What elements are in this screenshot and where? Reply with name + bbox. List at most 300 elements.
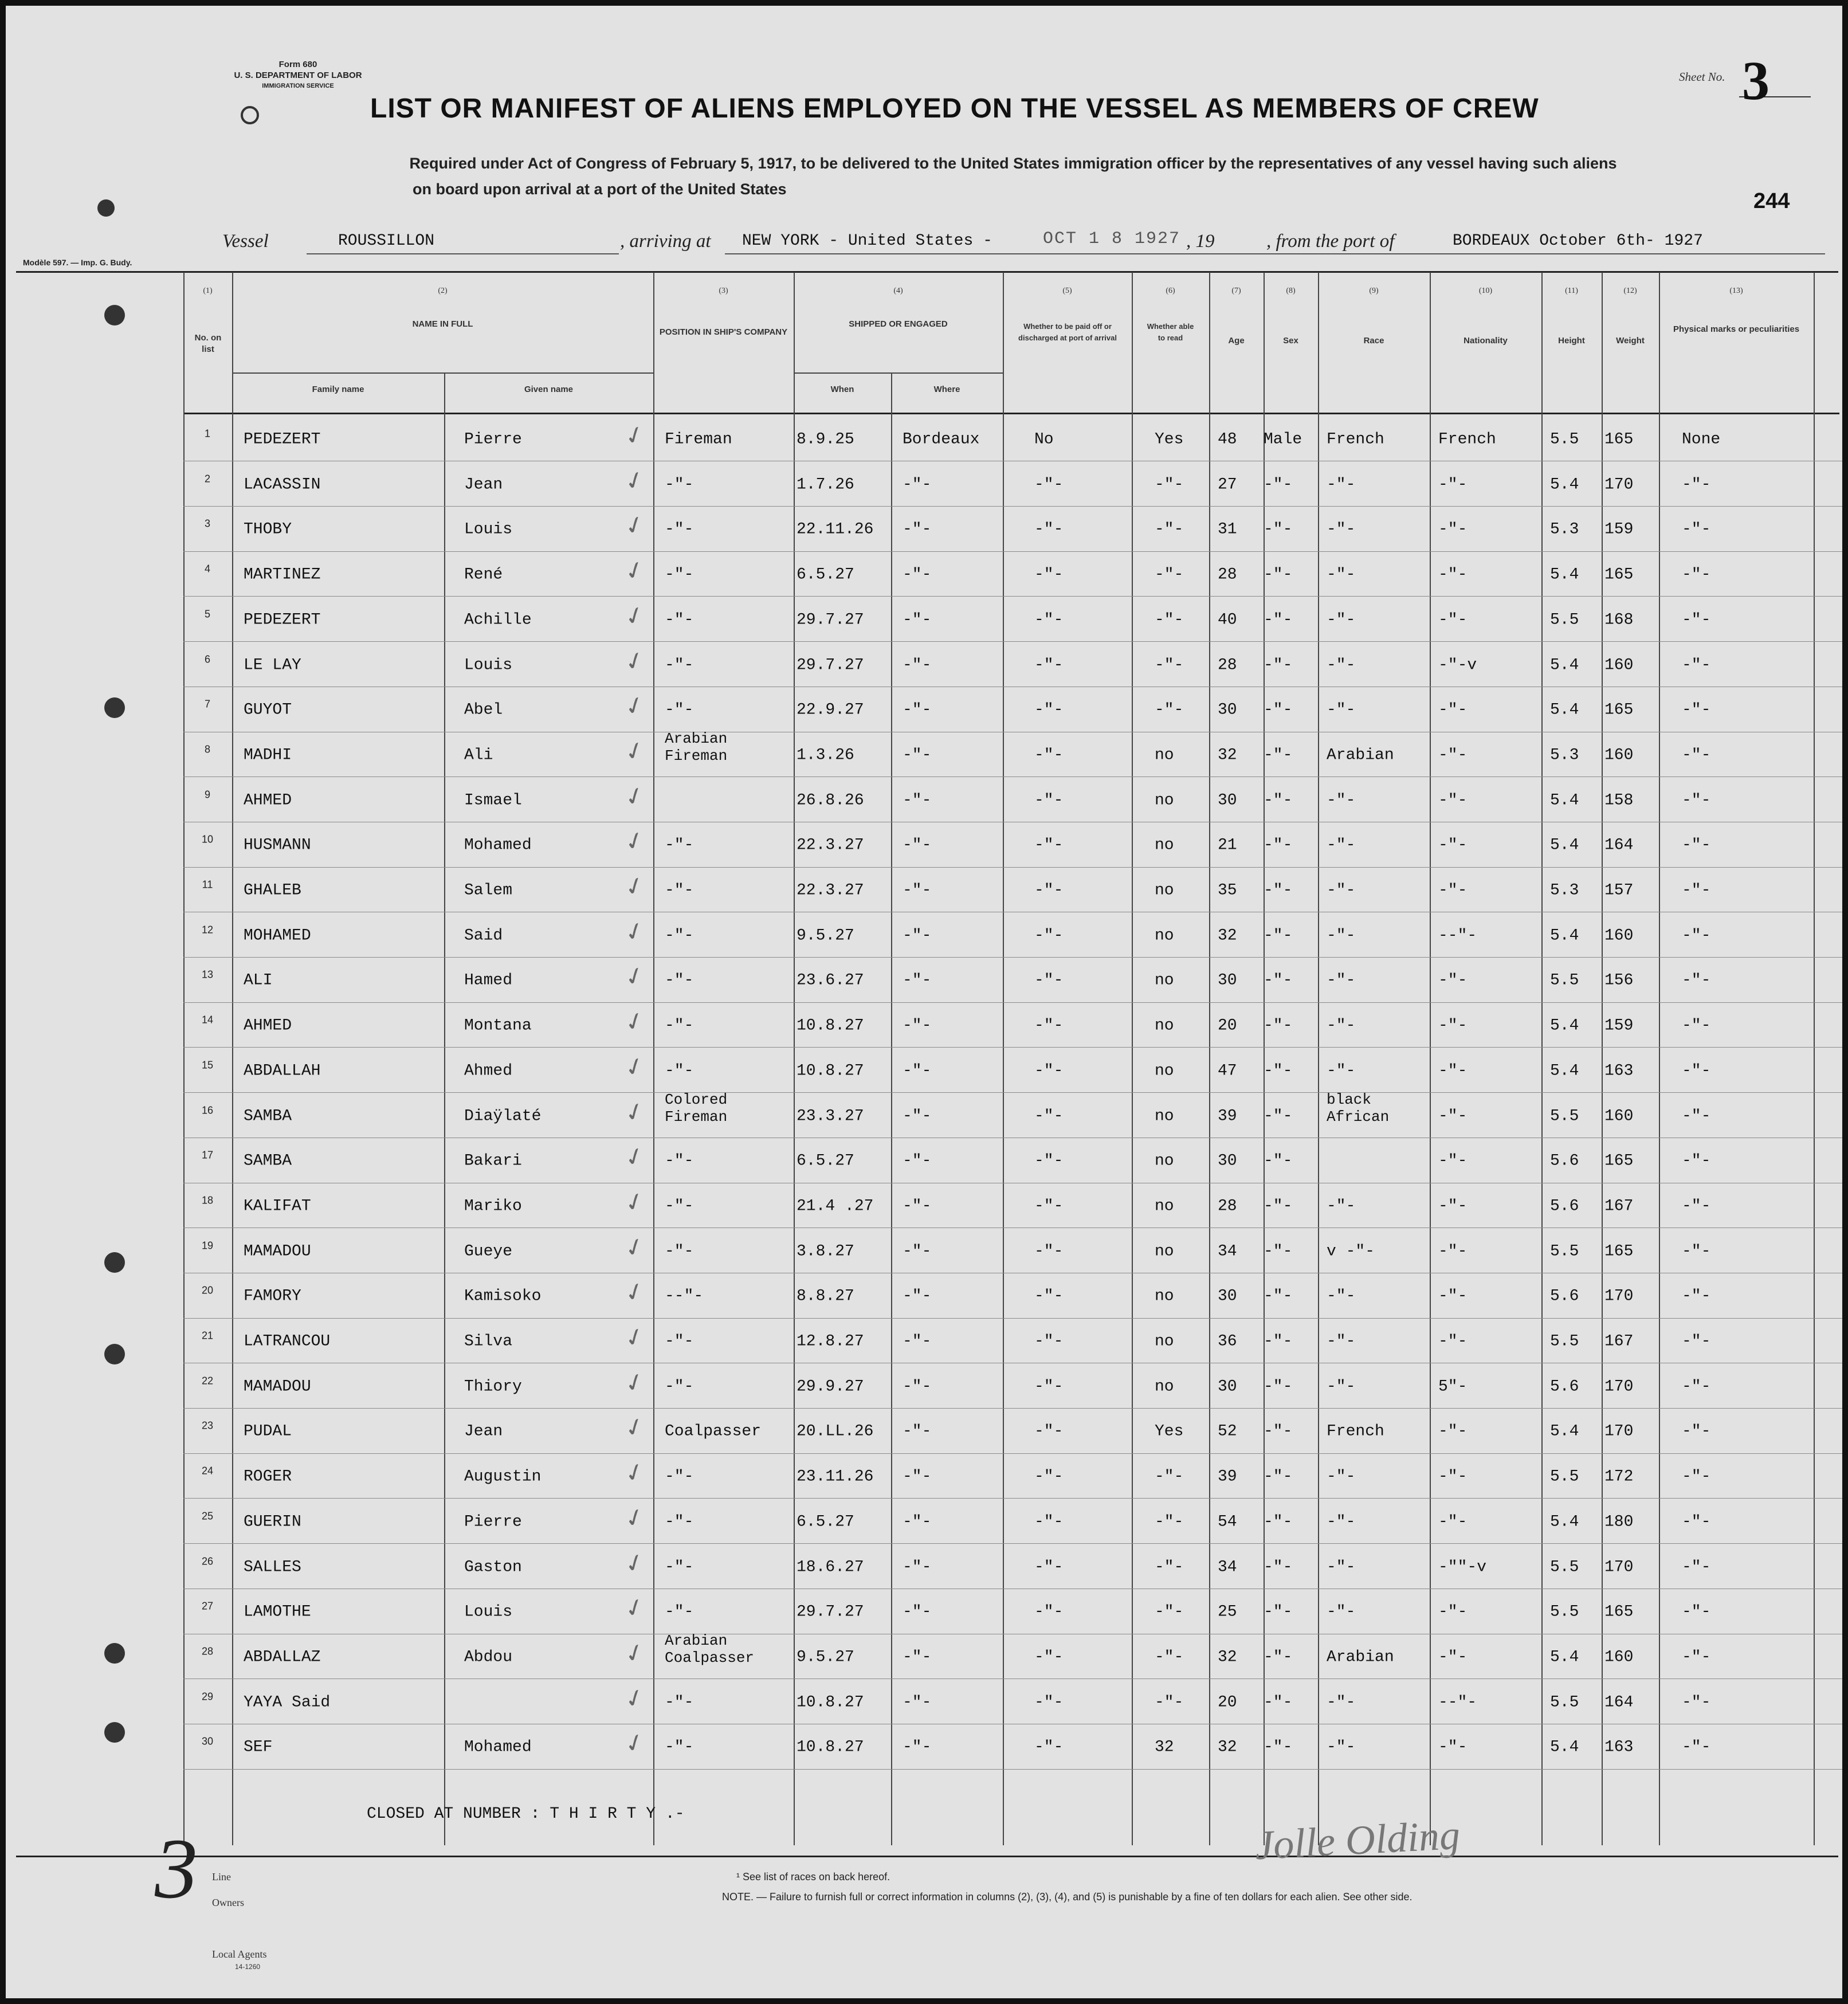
cell-race: French bbox=[1327, 430, 1384, 449]
cell-nationality: -"- bbox=[1438, 611, 1468, 629]
cell-race: -"- bbox=[1327, 1693, 1356, 1712]
cell-weight: 158 bbox=[1604, 791, 1634, 810]
department-label: U. S. DEPARTMENT OF LABOR bbox=[234, 70, 362, 80]
check-mark-icon: ✓ bbox=[620, 1726, 649, 1760]
cell-physical-marks: -"- bbox=[1682, 1017, 1711, 1035]
row-rule bbox=[183, 957, 1842, 958]
cell-nationality: -"- bbox=[1438, 1062, 1468, 1080]
check-mark-icon: ✓ bbox=[620, 1095, 649, 1129]
cell-given-name: Hamed bbox=[464, 971, 513, 990]
cell-shipped-where: -"- bbox=[903, 881, 932, 900]
cell-sex: -"- bbox=[1264, 1197, 1293, 1215]
cell-family-name: ABDALLAZ bbox=[244, 1648, 321, 1666]
cell-shipped-when: 23.6.27 bbox=[797, 971, 864, 990]
cell-height: 5.3 bbox=[1550, 881, 1579, 900]
cell-paid-off: No bbox=[1034, 430, 1054, 449]
check-mark-icon: ✓ bbox=[620, 554, 649, 587]
cell-height: 5.4 bbox=[1550, 1738, 1579, 1756]
row-rule bbox=[183, 641, 1842, 642]
row-number: 4 bbox=[204, 563, 210, 575]
cell-weight: 170 bbox=[1604, 1558, 1634, 1576]
cell-given-name: Mohamed bbox=[464, 836, 532, 854]
cell-able-to-read: no bbox=[1155, 1378, 1174, 1396]
row-number: 19 bbox=[201, 1240, 214, 1252]
col-header-read: Whether able to read bbox=[1147, 322, 1194, 342]
table-bottom-border bbox=[16, 1856, 1838, 1857]
cell-given-name: Salem bbox=[464, 881, 513, 900]
cell-family-name: MOHAMED bbox=[244, 927, 311, 945]
cell-sex: -"- bbox=[1264, 1422, 1293, 1441]
cell-paid-off: -"- bbox=[1034, 1062, 1064, 1080]
cell-able-to-read: no bbox=[1155, 1242, 1174, 1261]
row-number: 16 bbox=[201, 1104, 214, 1116]
cell-race: -"- bbox=[1327, 1197, 1356, 1215]
row-rule bbox=[183, 1408, 1842, 1409]
cell-age: 35 bbox=[1218, 881, 1237, 900]
cell-age: 32 bbox=[1218, 1648, 1237, 1666]
cell-weight: 170 bbox=[1604, 1422, 1634, 1441]
cell-nationality: -"- bbox=[1438, 1648, 1468, 1666]
cell-physical-marks: -"- bbox=[1682, 1513, 1711, 1531]
cell-shipped-where: -"- bbox=[903, 1332, 932, 1351]
check-mark-icon: ✓ bbox=[620, 915, 649, 948]
cell-given-name: Pierre bbox=[464, 430, 522, 449]
cell-weight: 165 bbox=[1604, 1242, 1634, 1261]
cell-shipped-where: -"- bbox=[903, 1693, 932, 1712]
cell-race: -"- bbox=[1327, 791, 1356, 810]
cell-nationality: French bbox=[1438, 430, 1496, 449]
cell-weight: 180 bbox=[1604, 1513, 1634, 1531]
cell-position: -"- bbox=[665, 1062, 694, 1080]
row-number: 6 bbox=[204, 653, 210, 665]
cell-family-name: MADHI bbox=[244, 746, 292, 764]
col-header-where: Where bbox=[933, 385, 960, 394]
punch-hole bbox=[97, 199, 115, 217]
cell-age: 25 bbox=[1218, 1603, 1237, 1621]
cell-shipped-when: 29.7.27 bbox=[797, 1603, 864, 1621]
cell-family-name: AHMED bbox=[244, 1017, 292, 1035]
cell-race: -"- bbox=[1327, 1513, 1356, 1531]
cell-shipped-where: -"- bbox=[903, 476, 932, 494]
cell-age: 32 bbox=[1218, 927, 1237, 945]
cell-family-name: SALLES bbox=[244, 1558, 301, 1576]
cell-height: 5.4 bbox=[1550, 836, 1579, 854]
cell-nationality: 5"- bbox=[1438, 1378, 1468, 1396]
cell-paid-off: -"- bbox=[1034, 1242, 1064, 1261]
col-num-10: (10) bbox=[1478, 287, 1493, 295]
races-note: ¹ See list of races on back hereof. bbox=[736, 1871, 890, 1883]
cell-shipped-when: 12.8.27 bbox=[797, 1332, 864, 1351]
cell-physical-marks: -"- bbox=[1682, 971, 1711, 990]
cell-shipped-where: -"- bbox=[903, 656, 932, 674]
cell-paid-off: -"- bbox=[1034, 1422, 1064, 1441]
cell-paid-off: -"- bbox=[1034, 1378, 1064, 1396]
row-rule bbox=[183, 867, 1842, 868]
cell-able-to-read: -"- bbox=[1155, 566, 1184, 584]
cell-nationality: -"- bbox=[1438, 701, 1468, 719]
cell-age: 39 bbox=[1218, 1468, 1237, 1486]
cell-family-name: LACASSIN bbox=[244, 476, 321, 494]
cell-shipped-when: 26.8.26 bbox=[797, 791, 864, 810]
cell-height: 5.4 bbox=[1550, 701, 1579, 719]
cell-weight: 159 bbox=[1604, 520, 1634, 539]
punch-hole bbox=[104, 1252, 125, 1273]
cell-physical-marks: -"- bbox=[1682, 1197, 1711, 1215]
cell-shipped-where: -"- bbox=[903, 1648, 932, 1666]
cell-race: -"- bbox=[1327, 476, 1356, 494]
cell-height: 5.6 bbox=[1550, 1197, 1579, 1215]
cell-weight: 165 bbox=[1604, 1603, 1634, 1621]
col-num-8: (8) bbox=[1286, 287, 1296, 295]
cell-nationality: -"- bbox=[1438, 1422, 1468, 1441]
cell-sex: -"- bbox=[1264, 1152, 1293, 1170]
cell-race: -"- bbox=[1327, 520, 1356, 539]
cell-physical-marks: -"- bbox=[1682, 476, 1711, 494]
cell-paid-off: -"- bbox=[1034, 1468, 1064, 1486]
cell-position: -"- bbox=[665, 1152, 694, 1170]
cell-position: -"- bbox=[665, 701, 694, 719]
header-bottom-border bbox=[183, 413, 1839, 414]
row-number: 9 bbox=[204, 789, 210, 801]
cell-position: -"- bbox=[665, 566, 694, 584]
cell-family-name: GUYOT bbox=[244, 701, 292, 719]
cell-physical-marks: -"- bbox=[1682, 746, 1711, 764]
cell-height: 5.5 bbox=[1550, 1558, 1579, 1576]
cell-paid-off: -"- bbox=[1034, 1738, 1064, 1756]
punch-hole bbox=[104, 697, 125, 718]
cell-physical-marks: -"- bbox=[1682, 1603, 1711, 1621]
manifest-title: LIST OR MANIFEST OF ALIENS EMPLOYED ON THE VESSEL AS MEMBERS OF CREW bbox=[370, 93, 1539, 124]
cell-position: -"- bbox=[665, 1378, 694, 1396]
cell-able-to-read: no bbox=[1155, 1017, 1174, 1035]
name-subheader-line bbox=[232, 372, 653, 374]
cell-sex: -"- bbox=[1264, 1107, 1293, 1125]
cell-race: -"- bbox=[1327, 1017, 1356, 1035]
cell-able-to-read: no bbox=[1155, 971, 1174, 990]
cell-nationality: --"- bbox=[1438, 927, 1477, 945]
cell-position: -"- bbox=[665, 1738, 694, 1756]
cell-able-to-read: -"- bbox=[1155, 1603, 1184, 1621]
cell-nationality: -"- bbox=[1438, 1152, 1468, 1170]
cell-paid-off: -"- bbox=[1034, 927, 1064, 945]
cell-able-to-read: no bbox=[1155, 791, 1174, 810]
cell-physical-marks: -"- bbox=[1682, 1062, 1711, 1080]
from-port: BORDEAUX October 6th- 1927 bbox=[1453, 232, 1703, 250]
row-number: 7 bbox=[204, 698, 210, 710]
cell-able-to-read: -"- bbox=[1155, 1693, 1184, 1712]
cell-height: 5.4 bbox=[1550, 1648, 1579, 1666]
cell-shipped-where: -"- bbox=[903, 1513, 932, 1531]
cell-sex: -"- bbox=[1264, 1603, 1293, 1621]
check-mark-icon: ✓ bbox=[620, 779, 649, 813]
cell-nationality: -"-v bbox=[1438, 656, 1477, 674]
cell-paid-off: -"- bbox=[1034, 881, 1064, 900]
cell-weight: 170 bbox=[1604, 1287, 1634, 1305]
check-mark-icon: ✓ bbox=[620, 1410, 649, 1444]
cell-paid-off: -"- bbox=[1034, 1197, 1064, 1215]
cell-shipped-when: 10.8.27 bbox=[797, 1738, 864, 1756]
cell-shipped-where: -"- bbox=[903, 1152, 932, 1170]
cell-shipped-where: -"- bbox=[903, 1107, 932, 1125]
sheet-label: Sheet No. bbox=[1679, 70, 1725, 84]
cell-physical-marks: -"- bbox=[1682, 791, 1711, 810]
cell-weight: 170 bbox=[1604, 476, 1634, 494]
row-number: 25 bbox=[201, 1510, 214, 1522]
cell-weight: 160 bbox=[1604, 927, 1634, 945]
cell-paid-off: -"- bbox=[1034, 746, 1064, 764]
cell-given-name: Gaston bbox=[464, 1558, 522, 1576]
cell-nationality: -"- bbox=[1438, 476, 1468, 494]
cell-given-name: Thiory bbox=[464, 1378, 522, 1396]
cell-shipped-where: -"- bbox=[903, 611, 932, 629]
cell-position: -"- bbox=[665, 476, 694, 494]
cell-race: -"- bbox=[1327, 1738, 1356, 1756]
cell-sex: -"- bbox=[1264, 1287, 1293, 1305]
col-header-family: Family name bbox=[312, 385, 364, 394]
col-header-no: No. on list bbox=[194, 333, 222, 354]
cell-weight: 160 bbox=[1604, 1107, 1634, 1125]
cell-shipped-when: 18.6.27 bbox=[797, 1558, 864, 1576]
check-mark-icon: ✓ bbox=[620, 689, 649, 723]
cell-nationality: -"- bbox=[1438, 836, 1468, 854]
cell-weight: 164 bbox=[1604, 836, 1634, 854]
cell-given-name: Ismael bbox=[464, 791, 522, 810]
cell-nationality: -"- bbox=[1438, 971, 1468, 990]
cell-race: Arabian bbox=[1327, 746, 1394, 764]
cell-family-name: AHMED bbox=[244, 791, 292, 810]
cell-given-name: Montana bbox=[464, 1017, 532, 1035]
form-code: 14-1260 bbox=[235, 1963, 261, 1971]
col-header-height: Height bbox=[1558, 336, 1585, 346]
cell-weight: 156 bbox=[1604, 971, 1634, 990]
cell-shipped-when: 29.7.27 bbox=[797, 611, 864, 629]
vessel-label: Vessel bbox=[222, 231, 269, 252]
cell-age: 36 bbox=[1218, 1332, 1237, 1351]
cell-race: -"- bbox=[1327, 611, 1356, 629]
cell-able-to-read: no bbox=[1155, 1152, 1174, 1170]
check-mark-icon: ✓ bbox=[620, 1320, 649, 1354]
row-number: 28 bbox=[201, 1645, 214, 1657]
cell-position: -"- bbox=[665, 1603, 694, 1621]
check-mark-icon: ✓ bbox=[620, 1050, 649, 1084]
service-label: IMMIGRATION SERVICE bbox=[262, 83, 334, 89]
cell-physical-marks: -"- bbox=[1682, 927, 1711, 945]
cell-shipped-when: 8.9.25 bbox=[797, 430, 854, 449]
check-mark-icon: ✓ bbox=[620, 1230, 649, 1264]
cell-position: Colored Fireman bbox=[665, 1091, 728, 1125]
cell-height: 5.4 bbox=[1550, 566, 1579, 584]
cell-physical-marks: -"- bbox=[1682, 1107, 1711, 1125]
cell-position: -"- bbox=[665, 971, 694, 990]
cell-sex: -"- bbox=[1264, 1693, 1293, 1712]
row-number: 14 bbox=[201, 1014, 214, 1026]
cell-physical-marks: -"- bbox=[1682, 1242, 1711, 1261]
arriving-label: , arriving at bbox=[620, 231, 711, 252]
cell-shipped-when: 10.8.27 bbox=[797, 1017, 864, 1035]
check-mark-icon: ✓ bbox=[620, 599, 649, 633]
cell-nationality: -"- bbox=[1438, 1197, 1468, 1215]
cell-given-name: Bakari bbox=[464, 1152, 522, 1170]
cell-race: -"- bbox=[1327, 656, 1356, 674]
cell-age: 32 bbox=[1218, 746, 1237, 764]
cell-nationality: -"- bbox=[1438, 1738, 1468, 1756]
date-stamp: OCT 1 8 1927 bbox=[1043, 229, 1181, 249]
cell-nationality: -"- bbox=[1438, 1107, 1468, 1125]
col-num-5: (5) bbox=[1062, 287, 1072, 295]
cell-given-name: René bbox=[464, 566, 503, 584]
cell-height: 5.4 bbox=[1550, 476, 1579, 494]
cell-physical-marks: None bbox=[1682, 430, 1721, 449]
cell-height: 5.6 bbox=[1550, 1287, 1579, 1305]
cell-shipped-when: 6.5.27 bbox=[797, 1152, 854, 1170]
cell-weight: 160 bbox=[1604, 1648, 1634, 1666]
cell-physical-marks: -"- bbox=[1682, 520, 1711, 539]
shipped-subheader-line bbox=[794, 372, 1003, 374]
cell-shipped-when: 9.5.27 bbox=[797, 1648, 854, 1666]
cell-shipped-where: -"- bbox=[903, 1242, 932, 1261]
cell-physical-marks: -"- bbox=[1682, 1422, 1711, 1441]
row-number: 26 bbox=[201, 1555, 214, 1567]
cell-race: v -"- bbox=[1327, 1242, 1375, 1261]
cell-race: -"- bbox=[1327, 971, 1356, 990]
cell-shipped-when: 20.LL.26 bbox=[797, 1422, 874, 1441]
col-num-4: (4) bbox=[893, 287, 903, 295]
cell-nationality: -"- bbox=[1438, 1513, 1468, 1531]
row-number: 10 bbox=[201, 833, 214, 845]
cell-given-name: Mariko bbox=[464, 1197, 522, 1215]
cell-weight: 165 bbox=[1604, 701, 1634, 719]
cell-age: 28 bbox=[1218, 1197, 1237, 1215]
row-number: 3 bbox=[204, 517, 210, 530]
row-rule bbox=[183, 1769, 1842, 1770]
row-number: 15 bbox=[201, 1059, 214, 1071]
cell-nationality: -"- bbox=[1438, 881, 1468, 900]
cell-family-name: HUSMANN bbox=[244, 836, 311, 854]
cell-family-name: SAMBA bbox=[244, 1107, 292, 1125]
cell-physical-marks: -"- bbox=[1682, 1152, 1711, 1170]
cell-given-name: Achille bbox=[464, 611, 532, 629]
cell-height: 5.5 bbox=[1550, 1107, 1579, 1125]
cell-height: 5.6 bbox=[1550, 1378, 1579, 1396]
row-number: 22 bbox=[201, 1375, 214, 1387]
form-number: Form 680 bbox=[278, 60, 317, 69]
cell-position: -"- bbox=[665, 656, 694, 674]
col-header-marks: Physical marks or peculiarities bbox=[1673, 324, 1800, 334]
cell-physical-marks: -"- bbox=[1682, 881, 1711, 900]
cell-height: 5.3 bbox=[1550, 746, 1579, 764]
col-num-12: (12) bbox=[1623, 287, 1637, 295]
col-num-3: (3) bbox=[719, 287, 728, 295]
cell-able-to-read: no bbox=[1155, 1107, 1174, 1125]
cell-able-to-read: -"- bbox=[1155, 1558, 1184, 1576]
ring-mark bbox=[241, 106, 259, 124]
cell-shipped-when: 22.3.27 bbox=[797, 881, 864, 900]
cell-nationality: -"- bbox=[1438, 746, 1468, 764]
cell-paid-off: -"- bbox=[1034, 1287, 1064, 1305]
cell-sex: -"- bbox=[1264, 1378, 1293, 1396]
cell-age: 27 bbox=[1218, 476, 1237, 494]
row-number: 5 bbox=[204, 608, 210, 620]
col-num-9: (9) bbox=[1369, 287, 1379, 295]
vessel-name: ROUSSILLON bbox=[338, 232, 435, 250]
cell-physical-marks: -"- bbox=[1682, 1332, 1711, 1351]
check-mark-icon: ✓ bbox=[620, 1546, 649, 1580]
cell-race: -"- bbox=[1327, 1287, 1356, 1305]
vessel-underline bbox=[307, 253, 619, 254]
cell-age: 39 bbox=[1218, 1107, 1237, 1125]
cell-position: -"- bbox=[665, 1197, 694, 1215]
cell-family-name: PUDAL bbox=[244, 1422, 292, 1441]
cell-nationality: -"- bbox=[1438, 791, 1468, 810]
check-mark-icon: ✓ bbox=[620, 959, 649, 993]
year-label: , 19 bbox=[1186, 231, 1215, 252]
cell-shipped-when: 3.8.27 bbox=[797, 1242, 854, 1261]
col-header-when: When bbox=[830, 385, 854, 394]
row-rule bbox=[183, 1543, 1842, 1544]
closing-line: CLOSED AT NUMBER : T H I R T Y .- bbox=[367, 1805, 685, 1823]
cell-weight: 160 bbox=[1604, 656, 1634, 674]
cell-sex: -"- bbox=[1264, 927, 1293, 945]
cell-able-to-read: -"- bbox=[1155, 656, 1184, 674]
cell-given-name: Kamisoko bbox=[464, 1287, 542, 1305]
check-mark-icon: ✓ bbox=[620, 644, 649, 678]
cell-weight: 170 bbox=[1604, 1378, 1634, 1396]
cell-height: 5.3 bbox=[1550, 520, 1579, 539]
cell-height: 5.4 bbox=[1550, 791, 1579, 810]
cell-shipped-when: 29.7.27 bbox=[797, 656, 864, 674]
cell-age: 30 bbox=[1218, 971, 1237, 990]
cell-able-to-read: Yes bbox=[1155, 430, 1184, 449]
cell-sex: -"- bbox=[1264, 1738, 1293, 1756]
cell-sex: -"- bbox=[1264, 656, 1293, 674]
cell-shipped-where: -"- bbox=[903, 927, 932, 945]
row-number: 24 bbox=[201, 1465, 214, 1477]
cell-physical-marks: -"- bbox=[1682, 1287, 1711, 1305]
owners-label: Owners bbox=[212, 1897, 244, 1908]
col-num-11: (11) bbox=[1565, 287, 1578, 295]
row-rule bbox=[183, 551, 1842, 552]
check-mark-icon: ✓ bbox=[620, 1366, 649, 1399]
col-header-sex: Sex bbox=[1283, 336, 1298, 346]
row-number: 17 bbox=[201, 1149, 214, 1161]
cell-race: -"- bbox=[1327, 701, 1356, 719]
cell-age: 30 bbox=[1218, 701, 1237, 719]
row-rule bbox=[183, 1047, 1842, 1048]
cell-height: 5.5 bbox=[1550, 1603, 1579, 1621]
col-header-name: NAME IN FULL bbox=[412, 319, 473, 329]
cell-shipped-when: 9.5.27 bbox=[797, 927, 854, 945]
cell-shipped-where: -"- bbox=[903, 1017, 932, 1035]
row-number: 21 bbox=[201, 1330, 214, 1342]
cell-race: -"- bbox=[1327, 1062, 1356, 1080]
cell-able-to-read: no bbox=[1155, 927, 1174, 945]
cell-sex: -"- bbox=[1264, 881, 1293, 900]
cell-family-name: KALIFAT bbox=[244, 1197, 311, 1215]
cell-age: 30 bbox=[1218, 1152, 1237, 1170]
cell-family-name: MARTINEZ bbox=[244, 566, 321, 584]
cell-height: 5.6 bbox=[1550, 1152, 1579, 1170]
cell-family-name: MAMADOU bbox=[244, 1242, 311, 1261]
cell-shipped-when: 22.9.27 bbox=[797, 701, 864, 719]
cell-age: 30 bbox=[1218, 1378, 1237, 1396]
cell-sex: -"- bbox=[1264, 836, 1293, 854]
cell-weight: 165 bbox=[1604, 430, 1634, 449]
check-mark-icon: ✓ bbox=[620, 1275, 649, 1309]
cell-able-to-read: no bbox=[1155, 1287, 1174, 1305]
cell-age: 28 bbox=[1218, 656, 1237, 674]
cell-family-name: GHALEB bbox=[244, 881, 301, 900]
cell-physical-marks: -"- bbox=[1682, 1378, 1711, 1396]
